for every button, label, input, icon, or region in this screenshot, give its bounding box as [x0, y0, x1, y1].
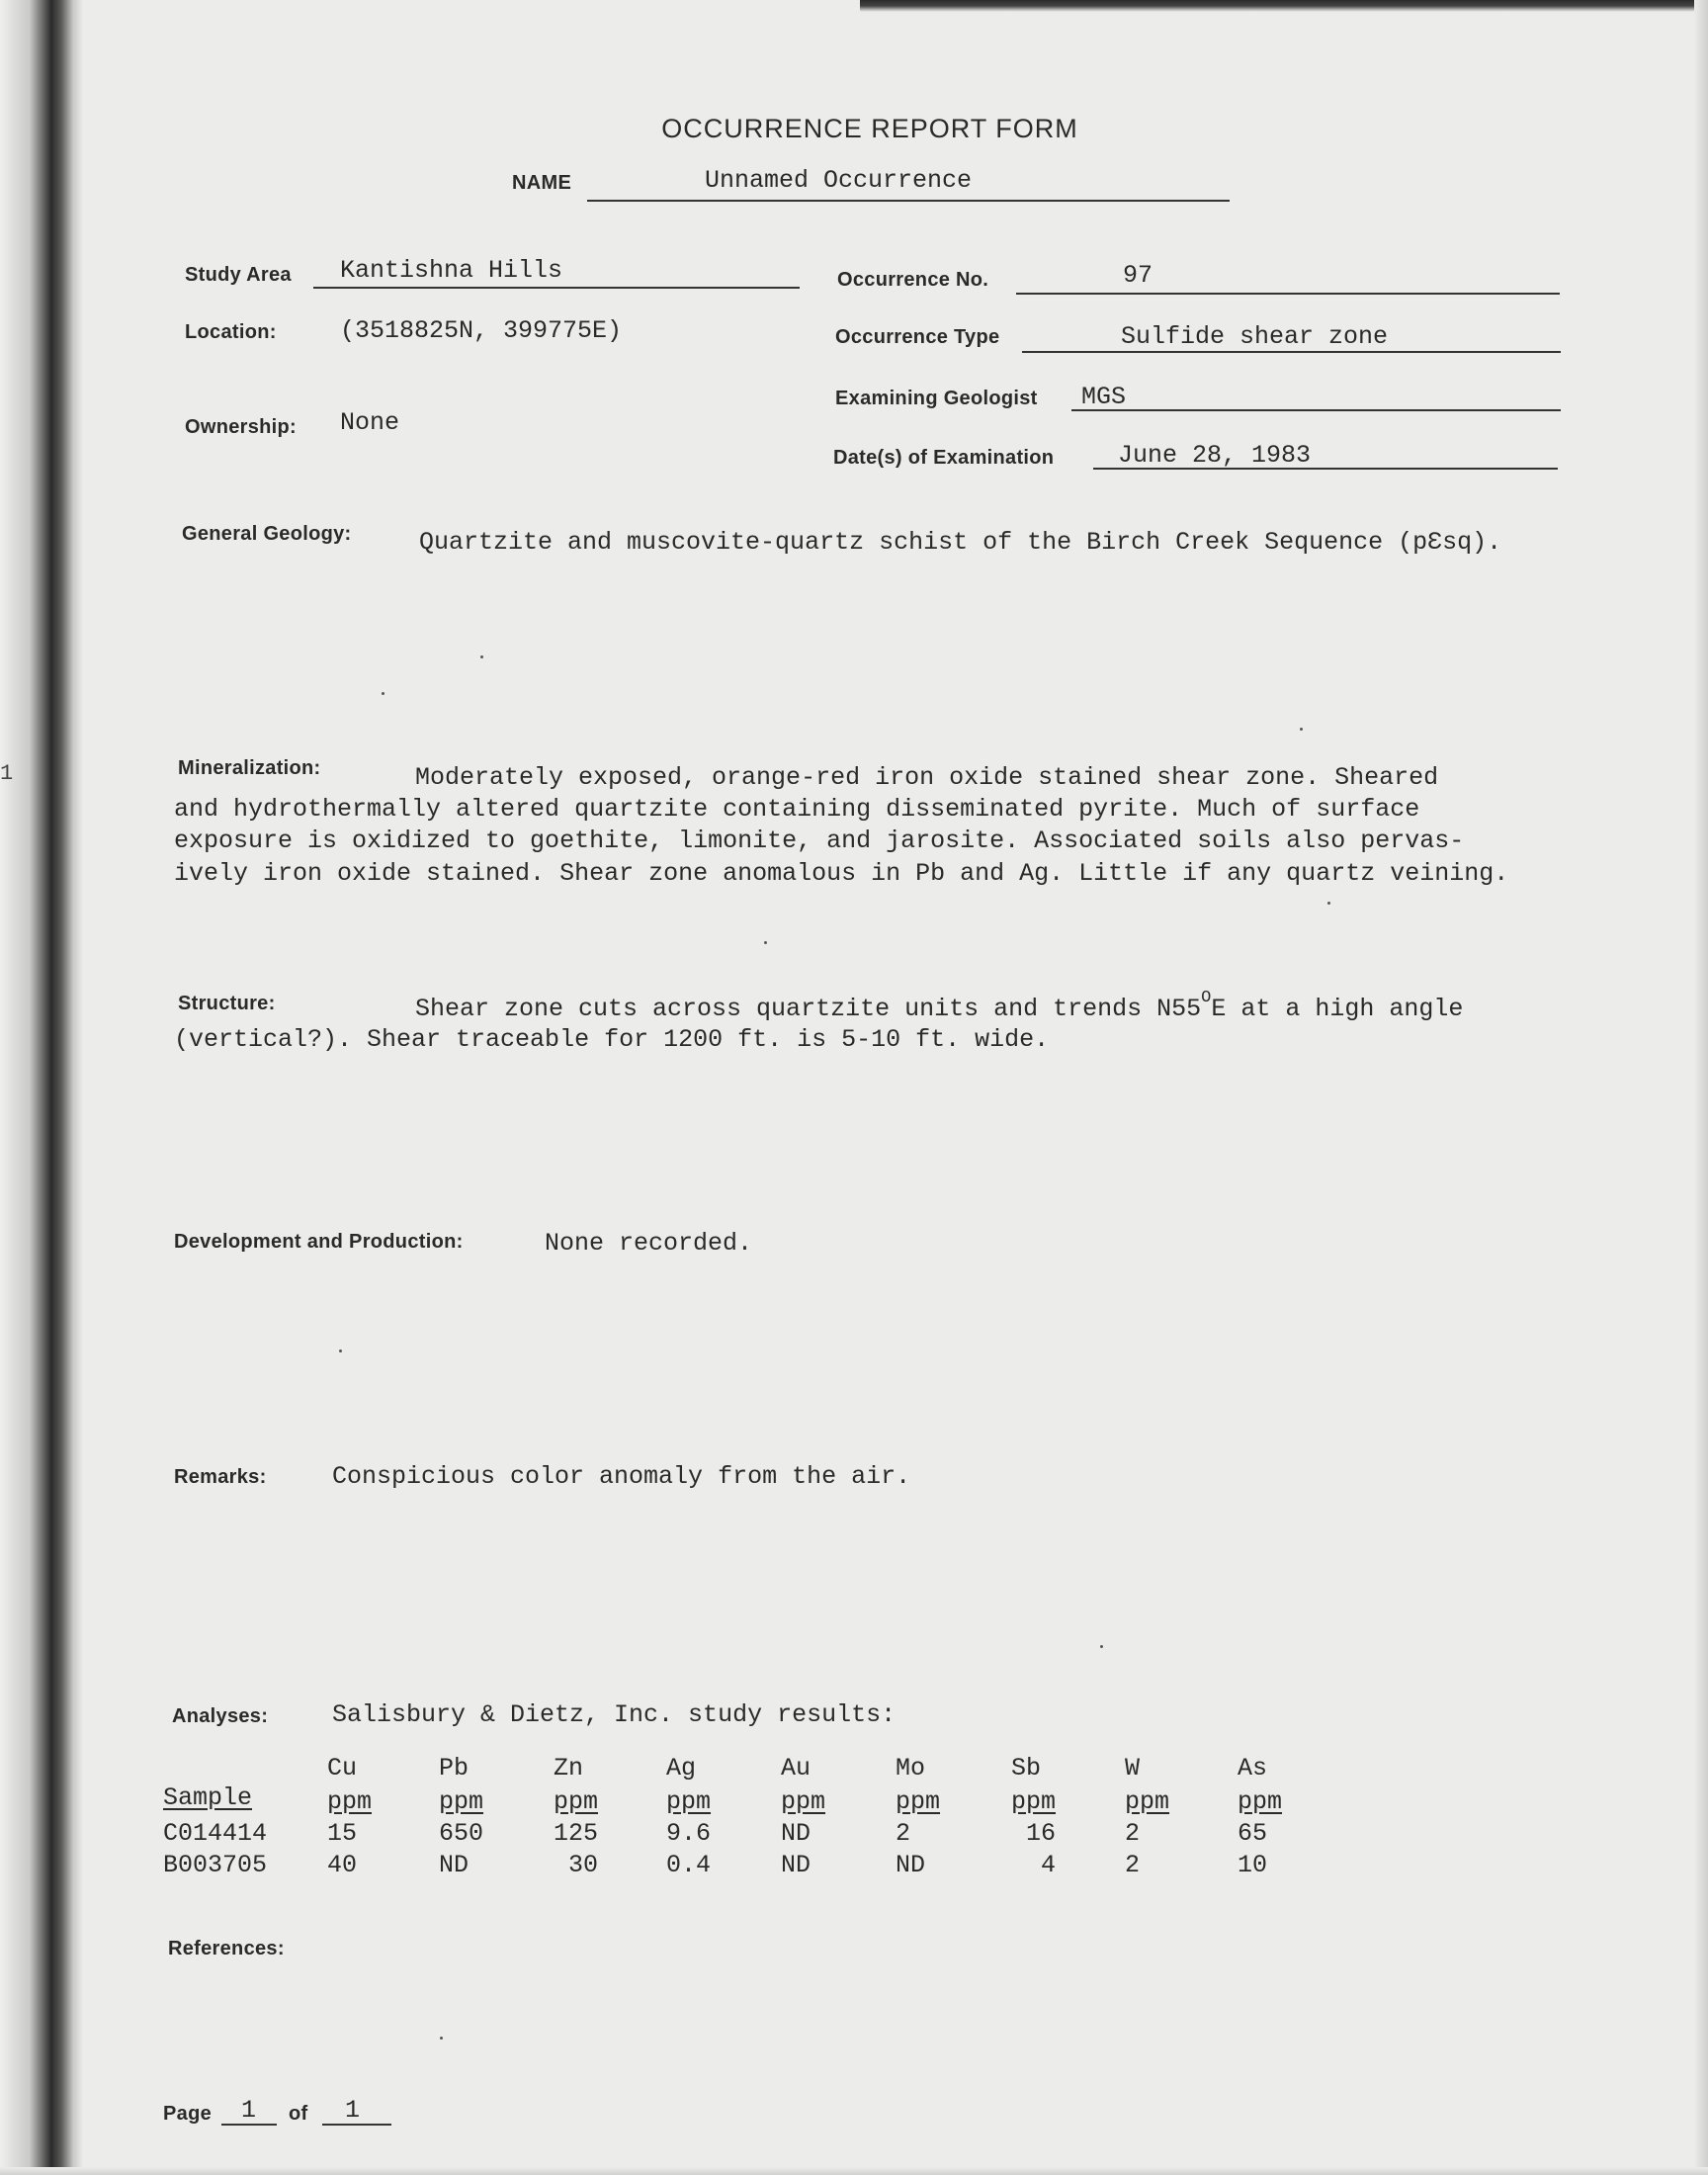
- sample-id: C014414: [163, 1819, 268, 1848]
- general-geology-label: General Geology:: [182, 523, 352, 545]
- element-header-mo: Mo: [896, 1754, 926, 1783]
- remarks-text: Conspicious color anomaly from the air.: [332, 1462, 911, 1491]
- table-cell: 4: [1041, 1851, 1057, 1879]
- margin-mark: 1: [0, 761, 14, 786]
- occurrence-type-value: Sulfide shear zone: [1121, 322, 1389, 351]
- table-cell: 650: [439, 1819, 484, 1848]
- study-area-value: Kantishna Hills: [340, 256, 563, 285]
- mineralization-line-1: Moderately exposed, orange-red iron oxide stained shear zone. Sheared: [415, 763, 1439, 792]
- page-label: Page: [163, 2103, 213, 2125]
- scan-speck: [1327, 902, 1330, 905]
- unit-header-sb: ppm: [1011, 1787, 1057, 1816]
- geologist-underline: [1071, 409, 1561, 411]
- scan-speck: [339, 1349, 342, 1352]
- structure-label: Structure:: [178, 993, 276, 1014]
- table-cell: 2: [896, 1819, 911, 1848]
- unit-header-as: ppm: [1238, 1787, 1283, 1816]
- degree-mark: O: [1201, 989, 1212, 1007]
- page-total: 1: [345, 2096, 361, 2125]
- table-cell: ND: [781, 1851, 811, 1879]
- element-header-cu: Cu: [327, 1754, 358, 1783]
- element-header-sb: Sb: [1011, 1754, 1042, 1783]
- unit-header-au: ppm: [781, 1787, 826, 1816]
- table-cell: 16: [1026, 1819, 1057, 1848]
- name-value: Unnamed Occurrence: [705, 166, 973, 195]
- name-label: NAME: [512, 172, 572, 194]
- occurrence-type-underline: [1022, 351, 1561, 353]
- geologist-value: MGS: [1081, 383, 1127, 411]
- structure-line-1: [415, 989, 1464, 1023]
- unit-header-w: ppm: [1125, 1787, 1170, 1816]
- mineralization-line-4: ively iron oxide stained. Shear zone anomalous in Pb and Ag. Little if any quartz veining.: [174, 859, 1509, 888]
- ownership-label: Ownership:: [185, 416, 298, 438]
- unit-header-zn: ppm: [554, 1787, 599, 1816]
- element-header-as: As: [1238, 1754, 1268, 1783]
- analyses-intro: Salisbury & Dietz, Inc. study results:: [332, 1700, 897, 1729]
- mineralization-line-3: exposure is oxidized to goethite, limonite, and jarosite. Associated soils also pervas-: [174, 826, 1465, 855]
- scan-speck: [480, 655, 483, 658]
- mineralization-label: Mineralization:: [178, 757, 321, 779]
- table-cell: ND: [781, 1819, 811, 1848]
- table-cell: ND: [439, 1851, 470, 1879]
- occurrence-type-label: Occurrence Type: [835, 326, 1000, 348]
- scan-speck: [440, 2037, 443, 2040]
- unit-header-mo: ppm: [896, 1787, 941, 1816]
- scan-speck: [1100, 1645, 1103, 1648]
- page-current: 1: [241, 2096, 257, 2125]
- development-text: None recorded.: [545, 1229, 753, 1258]
- form-title: OCCURRENCE REPORT FORM: [661, 114, 1078, 143]
- element-header-pb: Pb: [439, 1754, 470, 1783]
- location-label: Location:: [185, 321, 277, 343]
- table-cell: ND: [896, 1851, 926, 1879]
- table-cell: 30: [568, 1851, 599, 1879]
- date-value: June 28, 1983: [1118, 441, 1312, 470]
- table-cell: 2: [1125, 1851, 1141, 1879]
- general-geology-text: Quartzite and muscovite-quartz schist of the Birch Creek Sequence (pƐsq).: [419, 528, 1502, 557]
- date-label: Date(s) of Examination: [833, 447, 1055, 469]
- sample-column-header: Sample: [163, 1784, 253, 1812]
- geologist-label: Examining Geologist: [835, 388, 1038, 409]
- table-cell: 10: [1238, 1851, 1268, 1879]
- references-label: References:: [168, 1938, 285, 1959]
- structure-line-1-b: E at a high angle: [1211, 995, 1464, 1023]
- scan-edge-right: [1694, 0, 1708, 2175]
- study-area-underline: [313, 287, 800, 289]
- name-underline: [587, 200, 1230, 202]
- mineralization-line-2: and hydrothermally altered quartzite containing disseminated pyrite. Much of surface: [174, 795, 1420, 824]
- table-cell: 0.4: [666, 1851, 712, 1879]
- remarks-label: Remarks:: [174, 1466, 267, 1488]
- element-header-au: Au: [781, 1754, 811, 1783]
- location-value: (3518825N, 399775E): [340, 316, 623, 345]
- unit-header-cu: ppm: [327, 1787, 373, 1816]
- table-cell: 9.6: [666, 1819, 712, 1848]
- table-cell: 40: [327, 1851, 358, 1879]
- element-header-w: W: [1125, 1754, 1141, 1783]
- table-cell: 2: [1125, 1819, 1141, 1848]
- unit-header-pb: ppm: [439, 1787, 484, 1816]
- structure-line-1-a: Shear zone cuts across quartzite units and trends N55: [415, 995, 1202, 1023]
- table-cell: 125: [554, 1819, 599, 1848]
- scan-speck: [764, 941, 767, 944]
- binding-shadow-left: [0, 0, 83, 2175]
- analyses-label: Analyses:: [172, 1705, 269, 1727]
- ownership-value: None: [340, 408, 400, 437]
- of-label: of: [289, 2103, 308, 2125]
- sample-id: B003705: [163, 1851, 268, 1879]
- development-label: Development and Production:: [174, 1231, 464, 1253]
- unit-header-ag: ppm: [666, 1787, 712, 1816]
- study-area-label: Study Area: [185, 264, 292, 286]
- scan-edge-bottom: [0, 2167, 1708, 2175]
- element-header-zn: Zn: [554, 1754, 584, 1783]
- occurrence-no-label: Occurrence No.: [837, 269, 989, 291]
- scan-speck: [382, 692, 384, 695]
- table-cell: 15: [327, 1819, 358, 1848]
- structure-line-2: (vertical?). Shear traceable for 1200 ft. is 5-10 ft. wide.: [174, 1025, 1050, 1054]
- occurrence-no-value: 97: [1123, 261, 1153, 290]
- table-cell: 65: [1238, 1819, 1268, 1848]
- scan-edge-top: [860, 0, 1708, 12]
- element-header-ag: Ag: [666, 1754, 697, 1783]
- occurrence-no-underline: [1016, 293, 1560, 295]
- scan-speck: [1300, 728, 1303, 731]
